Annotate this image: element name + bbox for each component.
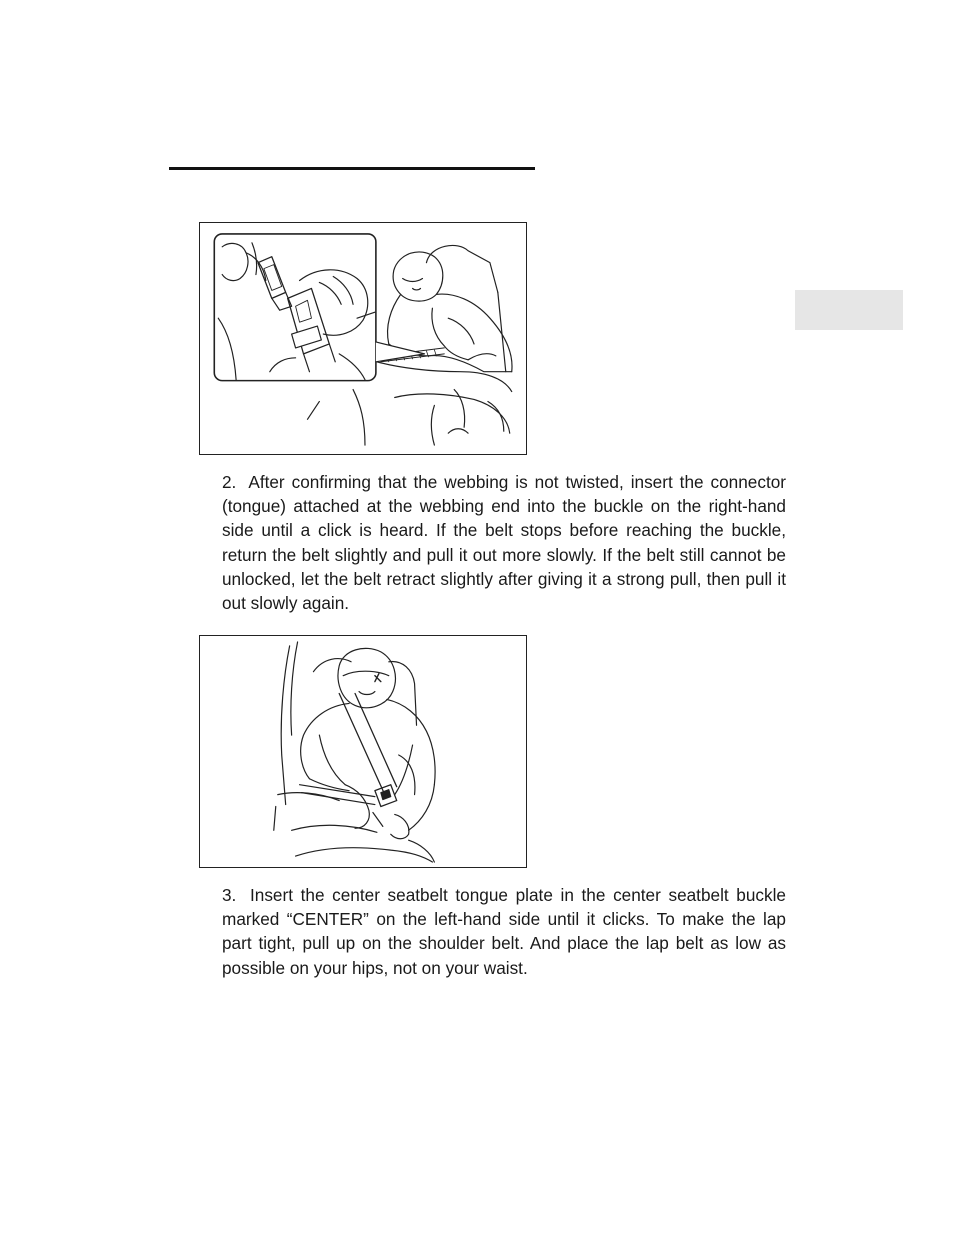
section-tab bbox=[795, 290, 903, 330]
center-belt-illustration bbox=[200, 636, 526, 867]
step-3-instructions bbox=[222, 883, 786, 980]
header-rule bbox=[169, 167, 535, 170]
figure-center-belt bbox=[199, 635, 527, 868]
step-2-number: 2. bbox=[222, 472, 237, 492]
step-2-instructions bbox=[222, 470, 786, 615]
step-3-text: Insert the center seatbelt tongue plate in the center seatbelt buckle marked “CENTER” on the left-hand side until it clicks. To make the lap part tight, pull up on the shoulder belt. And place the lap belt as low as possible on your hips, not on your waist. bbox=[222, 885, 786, 978]
step-2-text: After confirming that the webbing is not twisted, insert the connector (tongue) attached at the webbing end into the buckle on the right-hand side until a click is heard. If the belt stops before reaching the buckle, return the belt slightly and pull it out more slowly. If the belt still cannot be unlocked, let the belt retract slightly after giving it a strong pull, then pull it out slowly again. bbox=[222, 472, 787, 614]
figure-buckle-insert bbox=[199, 222, 527, 455]
step-3-number: 3. bbox=[222, 885, 237, 905]
buckle-insert-illustration bbox=[200, 223, 526, 454]
